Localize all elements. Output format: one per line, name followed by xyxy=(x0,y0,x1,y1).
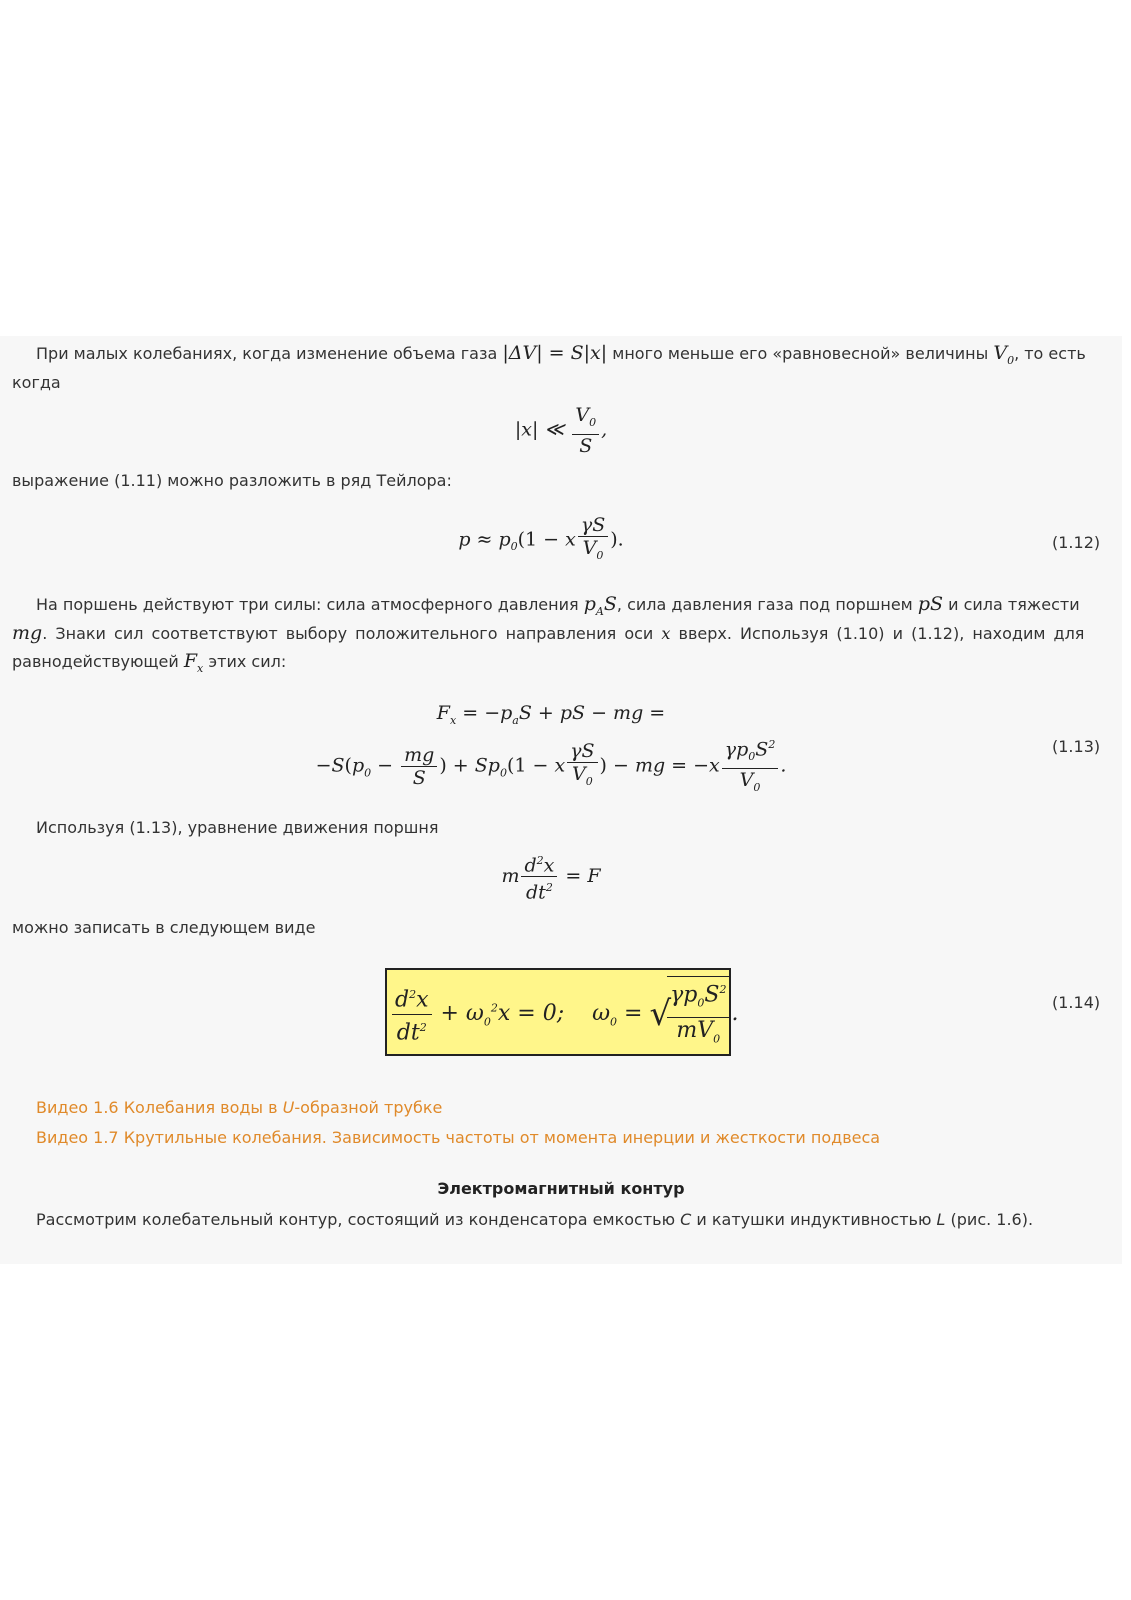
formula-mg: mg xyxy=(12,622,43,644)
formula-1-13-line1: $F_x = -p_aS$ + pS − mg = xyxy=(436,702,666,727)
section-heading: Электромагнитный контур xyxy=(437,1179,685,1198)
paragraph-taylor: выражение (1.11) можно разложить в ряд Тейлора: xyxy=(12,471,452,490)
formula-v0: $V_0$ xyxy=(993,342,1015,367)
paragraph-resultant: равнодействующей $F_x$ этих сил: xyxy=(12,650,287,675)
formula-1-14: $\frac{d^2x}{dt^2}$ + $\omega_0^2x = 0$; $\omega_0$ = √ $\frac{\gamma p_0S^2}{mV_0}$ xyxy=(390,976,726,1052)
formula-ps: pS xyxy=(917,593,944,615)
formula-1-13-line2: $-S(p_0$ − $\frac{mg}{S}$ ) + $Sp_0(1 - x$ $\frac{\gamma S}{V_0}$ ) − mg = −x $\frac{\gamma p_0S^2}{V_0}$ . xyxy=(0,734,1112,799)
paragraph-small-oscillations: При малых колебаниях, когда изменение объема газа |ΔV| = S|x| много меньше его «равновесной» величины $V_0$, то есть xyxy=(36,342,1086,367)
video-link-1-6[interactable]: Видео 1.6 Колебания воды в U-образной трубке xyxy=(36,1098,443,1117)
equation-number-1-13: (1.13) xyxy=(1052,737,1101,756)
paragraph-following-form: можно записать в следующем виде xyxy=(12,918,316,937)
formula-delta-v: |ΔV| = S|x| xyxy=(502,342,608,364)
equation-number-1-14: (1.14) xyxy=(1052,993,1101,1012)
formula-newton: m $\frac{d^2x}{dt^2}$ = F xyxy=(0,850,1112,904)
paragraph-oscillating-circuit: Рассмотрим колебательный контур, состоящий из конденсатора емкостью C и катушки индуктивностью L (рис. 1.6). xyxy=(36,1210,1034,1229)
formula-fx: $F_x$ xyxy=(183,650,204,675)
symbol-l: L xyxy=(936,1210,946,1229)
formula-x-axis: x xyxy=(661,624,671,643)
paragraph-signs: mg. Знаки сил соответствуют выбору положительного направления оси x вверх. Используя (1.10) и (1.12), находим для xyxy=(12,622,1085,644)
equation-number-1-12: (1.12) xyxy=(1052,533,1101,552)
formula-pa-s: $p_AS$ xyxy=(583,593,617,618)
paragraph-when: когда xyxy=(12,373,61,392)
paragraph-forces: На поршень действуют три силы: сила атмосферного давления $p_AS$, сила давления газа под поршнем pS и сила тяжести xyxy=(36,593,1080,618)
paragraph-equation-motion: Используя (1.13), уравнение движения поршня xyxy=(36,818,439,837)
video-link-1-7[interactable]: Видео 1.7 Крутильные колебания. Зависимость частоты от момента инерции и жесткости подвеса xyxy=(36,1128,881,1147)
formula-1-12: $p \approx p_0(1 - x$ $\frac{\gamma S}{V_0}$ ). xyxy=(458,514,624,562)
formula-x-much-less: |x| ≪ $\frac{V_0}{S}$ , xyxy=(514,404,608,457)
symbol-c: C xyxy=(680,1210,692,1229)
